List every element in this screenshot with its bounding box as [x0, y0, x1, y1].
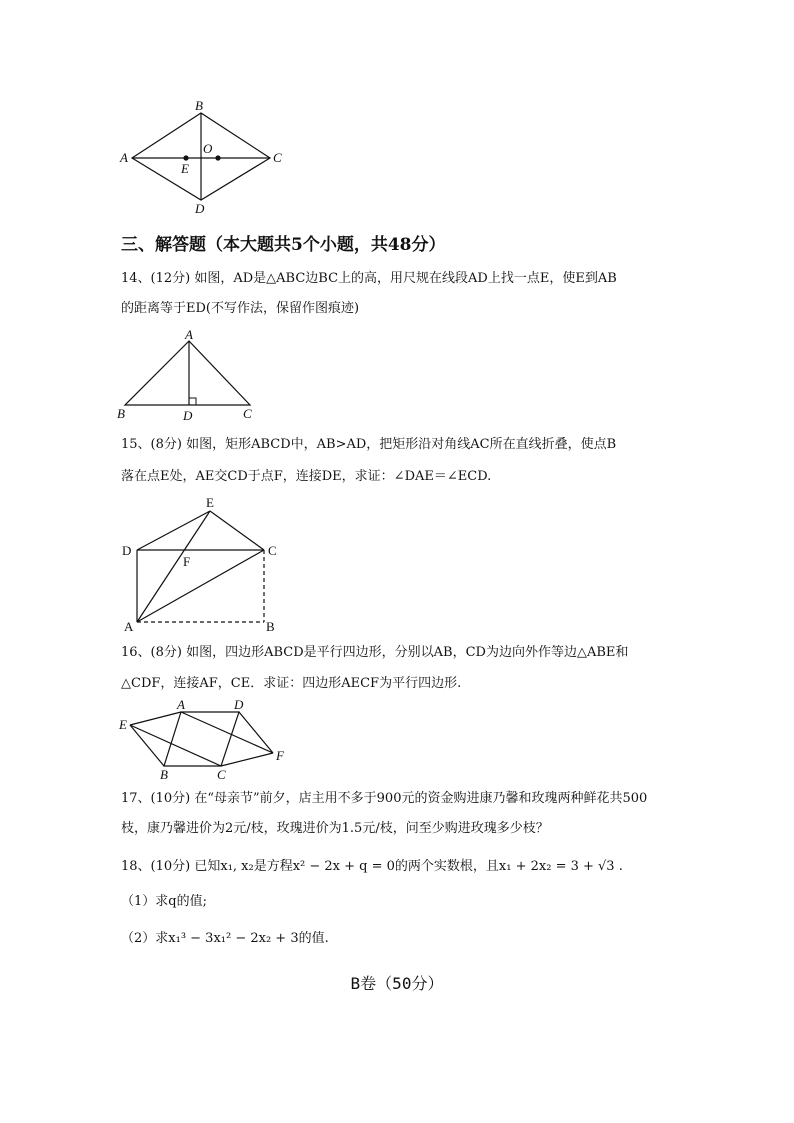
q14-line-2: 的距离等于ED(不写作法，保留作图痕迹)	[121, 301, 360, 316]
section-b-title: B卷（50分）	[350, 974, 444, 993]
label-e: E	[119, 717, 127, 732]
label-a: A	[124, 619, 134, 634]
segment-fd	[239, 712, 273, 753]
segment-eb	[130, 725, 164, 766]
q15-line-1: 15、(8分) 如图，矩形ABCD中，AB>AD，把矩形沿对角线AC所在直线折叠，使点B	[121, 437, 617, 452]
label-d: D	[195, 201, 205, 216]
label-b: B	[160, 767, 168, 782]
label-c: C	[217, 767, 226, 782]
q16-line-1: 16、(8分) 如图，四边形ABCD是平行四边形，分别以AB，CD为边向外作等边△ABE和	[121, 645, 629, 660]
label-c: C	[243, 406, 252, 421]
label-o: O	[203, 141, 213, 156]
label-f: F	[276, 748, 284, 763]
q17-line-2: 枝，康乃馨进价为2元/枝，玫瑰进价为1.5元/枝，问至少购进玫瑰多少枝？	[121, 821, 549, 836]
q17-line-1: 17、(10分) 在“母亲节”前夕，店主用不多于900元的资金购进康乃馨和玫瑰两种鲜花共500	[121, 791, 648, 806]
label-c: C	[273, 150, 282, 165]
label-b: B	[195, 98, 203, 113]
parallelogram-abcd	[164, 712, 239, 766]
label-e: E	[181, 161, 189, 176]
label-d: D	[234, 697, 244, 712]
label-b: B	[117, 406, 125, 421]
label-d: D	[183, 408, 193, 423]
label-c: C	[268, 543, 277, 558]
q15-line-2: 落在点E处，AE交CD于点F，连接DE，求证：∠DAE＝∠ECD.	[121, 469, 492, 484]
label-a: A	[185, 327, 193, 342]
segment-fc	[221, 753, 273, 766]
q18-part-1: （1）求q的值;	[121, 894, 207, 909]
q16-line-2: △CDF，连接AF，CE．求证：四边形AECF为平行四边形.	[121, 676, 462, 691]
q18-part-2: （2）求x₁³ − 3x₁² − 2x₂ + 3的值.	[121, 931, 329, 946]
label-e: E	[206, 495, 214, 510]
label-b: B	[266, 619, 275, 634]
q18-line-1: 18、(10分) 已知x₁, x₂是方程x² − 2x + q = 0的两个实数根，且x₁ + 2x₂ = 3 + √3 .	[121, 859, 623, 874]
label-d: D	[122, 543, 132, 558]
label-f: F	[183, 554, 191, 569]
label-a: A	[120, 150, 128, 165]
section-3-title: 三、解答题（本大题共5个小题，共48分）	[121, 235, 446, 255]
segment-ea	[130, 712, 181, 725]
label-a: A	[177, 697, 185, 712]
q14-line-1: 14、(12分) 如图，AD是△ABC边BC上的高，用尺规在线段AD上找一点E，使E到AB	[121, 271, 617, 286]
